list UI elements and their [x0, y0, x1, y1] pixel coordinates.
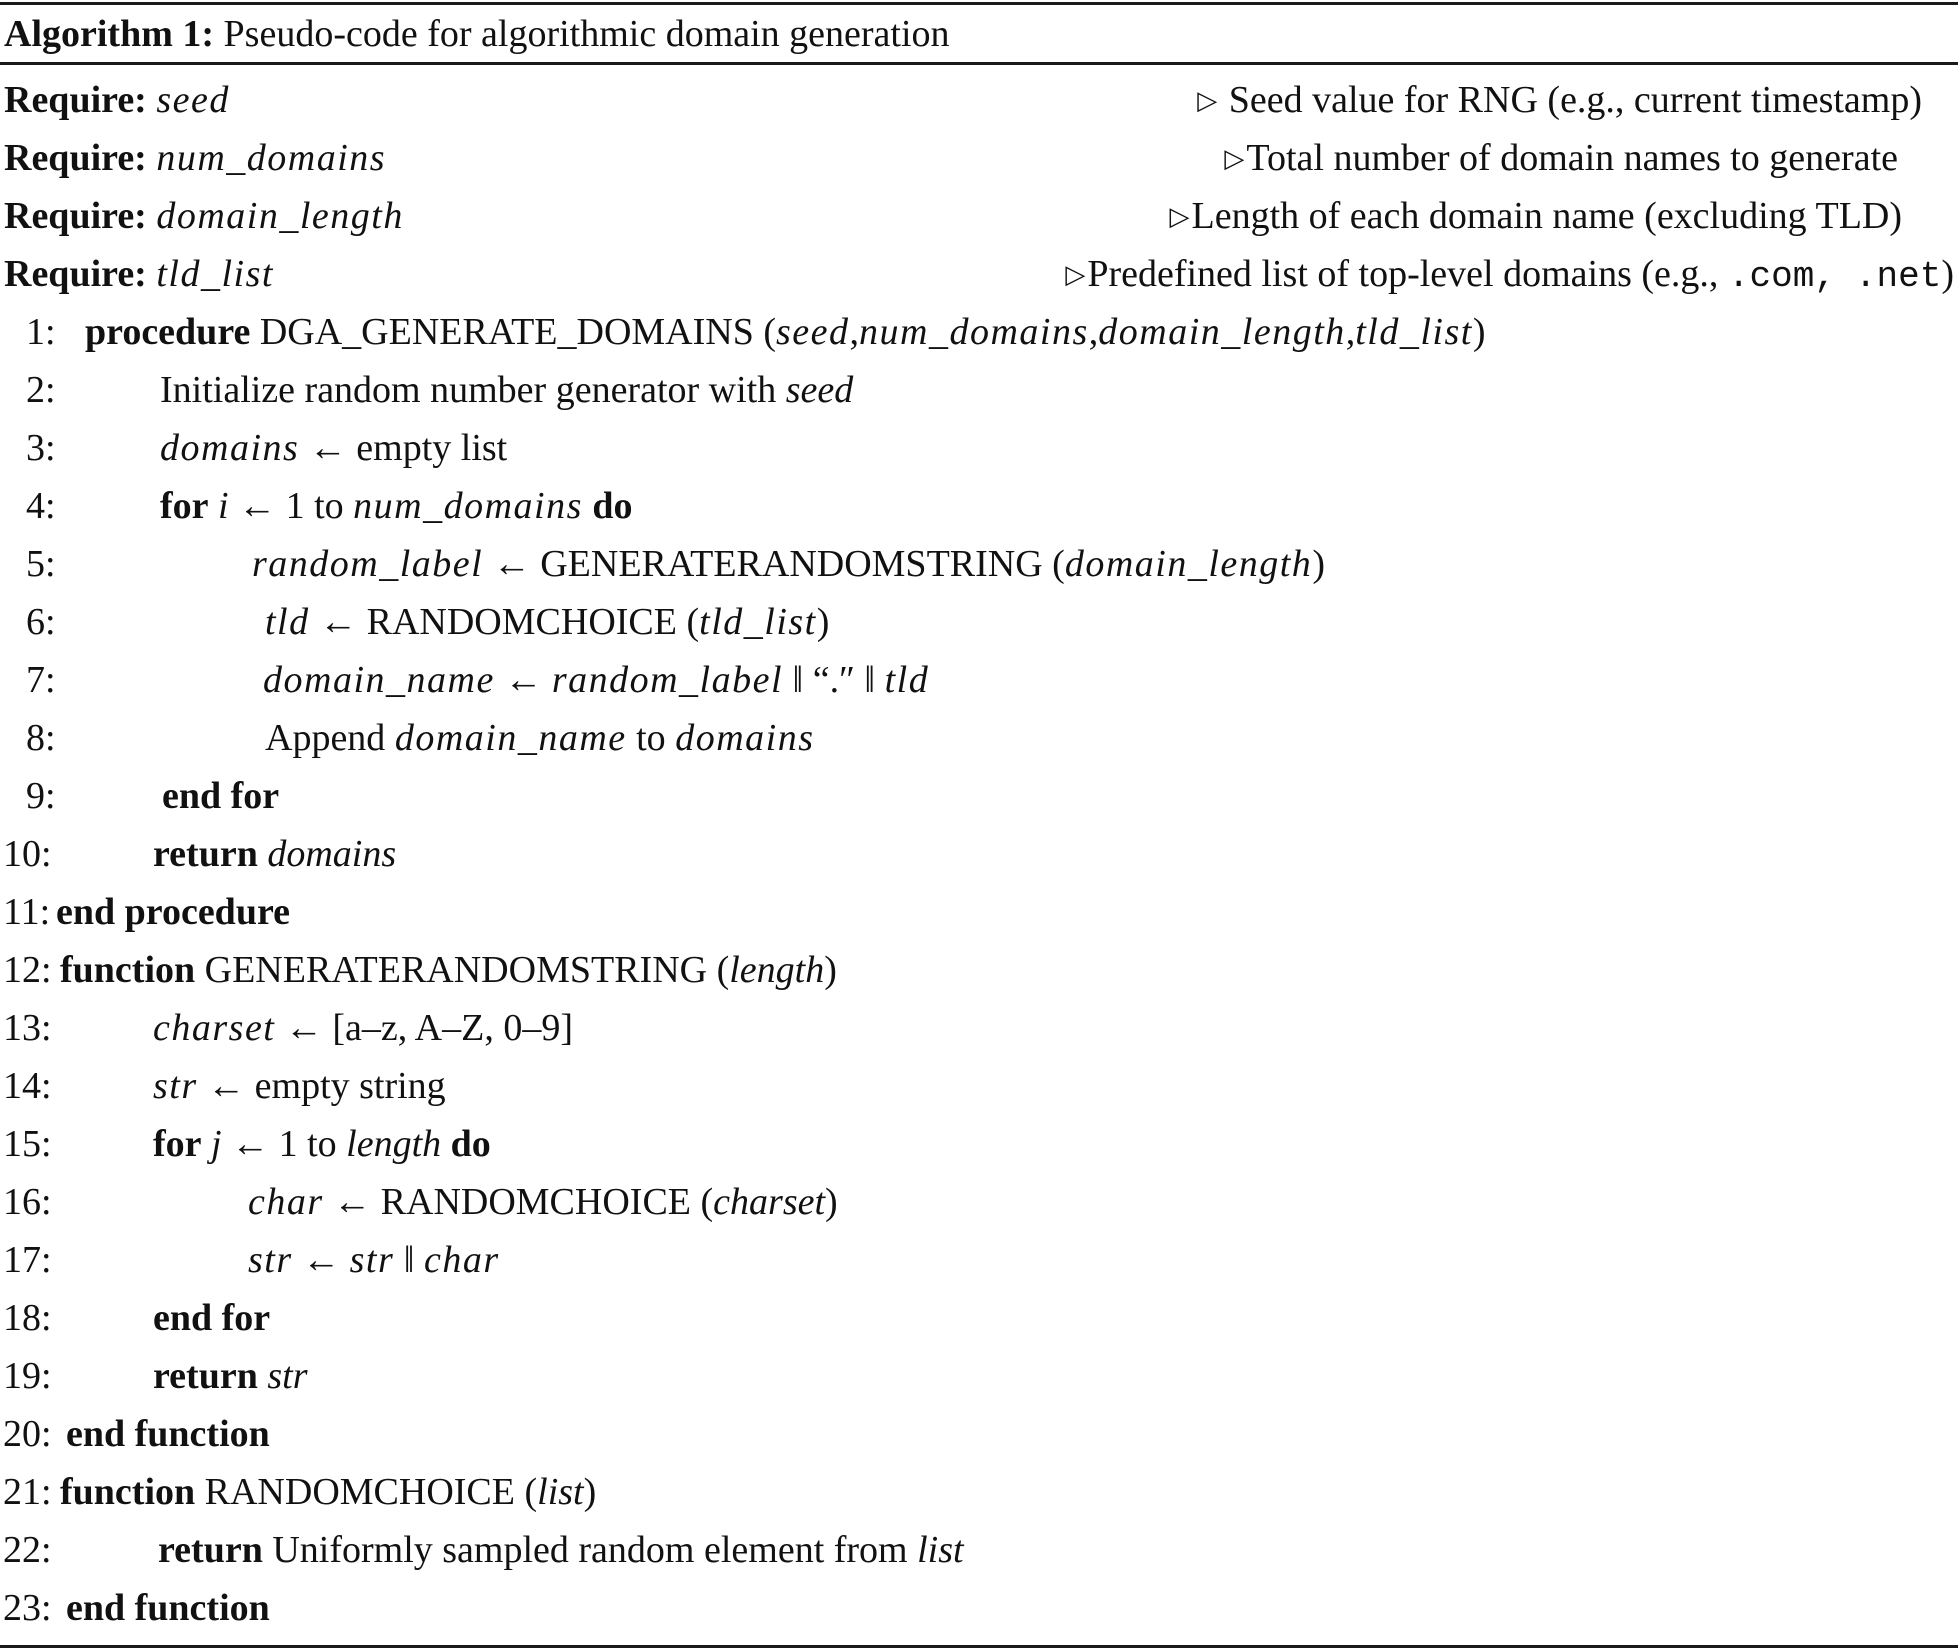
line-number: 3:: [26, 427, 56, 469]
var: num_domains: [353, 485, 583, 527]
algo-line-7: [0, 651, 1958, 709]
var: random_label: [551, 659, 784, 701]
concat-operator: ‖: [394, 1239, 424, 1281]
comment-text: ): [1941, 253, 1954, 295]
var: str: [349, 1239, 395, 1281]
require-seed: [0, 71, 1958, 129]
assign-arrow: ←: [309, 601, 367, 643]
assign-arrow: ←: [299, 427, 357, 469]
line-number: 10:: [3, 833, 52, 875]
comment-text: Predefined list of top-level domains (e.g.,: [1087, 253, 1728, 295]
keyword: end for: [153, 1297, 271, 1339]
algorithm-label: Algorithm 1:: [4, 13, 215, 55]
function-name: GENERATERANDOMSTRING: [204, 949, 708, 991]
function-call: RANDOMCHOICE: [366, 601, 677, 643]
algorithm-caption: [4, 8, 950, 60]
algo-line-5: [0, 535, 1958, 593]
require-var: num_domains: [156, 137, 387, 179]
var: tld: [884, 659, 930, 701]
require-keyword: Require:: [4, 253, 147, 295]
paren: ): [1472, 311, 1486, 353]
algo-line-21: [0, 1463, 1958, 1521]
line-number: 20:: [3, 1413, 52, 1455]
algo-line-16: [0, 1173, 1958, 1231]
function-call: RANDOMCHOICE: [380, 1181, 692, 1223]
param: num_domains: [859, 311, 1089, 353]
var: j: [211, 1123, 222, 1165]
keyword: return: [153, 833, 258, 875]
keyword: return: [153, 1355, 258, 1397]
paren: (: [676, 601, 700, 643]
concat-operator: ‖: [854, 659, 885, 701]
var: length: [346, 1123, 442, 1165]
algo-line-2: [0, 361, 1958, 419]
comment: [1197, 71, 1922, 133]
keyword: for: [153, 1123, 202, 1165]
comment-triangle-icon: ▷: [1065, 260, 1086, 289]
algo-line-1: [0, 303, 1958, 361]
algo-line-17: [0, 1231, 1958, 1289]
arg: tld_list: [699, 601, 817, 643]
algo-line-20: [0, 1405, 1958, 1463]
function-name: RANDOMCHOICE: [204, 1471, 515, 1513]
paren: ): [825, 1181, 838, 1223]
top-rule: [0, 2, 1958, 5]
require-keyword: Require:: [4, 195, 147, 237]
require-tld-list: [0, 245, 1958, 303]
procedure-name: DGA_GENERATE_DOMAINS: [259, 311, 754, 353]
algo-line-6: [0, 593, 1958, 651]
var: list: [917, 1529, 964, 1571]
text: to: [626, 717, 676, 759]
algo-line-23: [0, 1579, 1958, 1637]
assign-arrow: ←: [221, 1123, 279, 1165]
bottom-rule: [0, 1645, 1958, 1648]
keyword: function: [60, 1471, 196, 1513]
text: Append: [265, 717, 395, 759]
keyword: return: [158, 1529, 263, 1571]
var: domain_name: [263, 659, 495, 701]
string-literal: “.″: [812, 659, 855, 701]
text: empty string: [254, 1065, 446, 1107]
line-number: 14:: [3, 1065, 52, 1107]
paren: (: [691, 1181, 714, 1223]
algo-line-11: [0, 883, 1958, 941]
var: tld: [265, 601, 310, 643]
var: domains: [675, 717, 815, 759]
require-var: tld_list: [156, 253, 274, 295]
param: length: [729, 949, 825, 991]
line-number: 5:: [26, 543, 56, 585]
text: 1 to: [285, 485, 354, 527]
line-number: 23:: [3, 1587, 52, 1629]
assign-arrow: ←: [323, 1181, 381, 1223]
assign-arrow: ←: [197, 1065, 255, 1107]
require-keyword: Require:: [4, 79, 147, 121]
line-number: 7:: [26, 659, 56, 701]
keyword: do: [450, 1123, 491, 1165]
paren: ): [1312, 543, 1325, 585]
line-number: 22:: [3, 1529, 52, 1571]
algo-line-3: [0, 419, 1958, 477]
line-number: 4:: [26, 485, 56, 527]
arg: domain_length: [1064, 543, 1313, 585]
text: Initialize random number generator with: [160, 369, 786, 411]
var: charset: [153, 1007, 276, 1049]
require-var: domain_length: [156, 195, 404, 237]
var: str: [248, 1239, 293, 1281]
var: i: [218, 485, 229, 527]
line-number: 18:: [3, 1297, 52, 1339]
arg: charset: [713, 1181, 826, 1223]
comment: [1224, 129, 1898, 191]
var: random_label: [252, 543, 484, 585]
require-domain-length: [0, 187, 1958, 245]
algo-line-15: [0, 1115, 1958, 1173]
paren: (: [707, 949, 730, 991]
line-number: 21:: [3, 1471, 52, 1513]
var: str: [153, 1065, 198, 1107]
line-number: 6:: [26, 601, 56, 643]
keyword: end function: [66, 1587, 270, 1629]
concat-operator: ‖: [783, 659, 813, 701]
var: domains: [267, 833, 397, 875]
comment: [1065, 245, 1954, 307]
line-number: 9:: [26, 775, 56, 817]
sep: ,: [1345, 311, 1356, 353]
sep: ,: [1088, 311, 1099, 353]
line-number: 11:: [3, 891, 51, 933]
text: Uniformly sampled random element from: [262, 1529, 918, 1571]
paren: ): [816, 601, 830, 643]
param: tld_list: [1355, 311, 1473, 353]
var: domains: [160, 427, 300, 469]
keyword: end procedure: [56, 891, 290, 933]
text: [a–z, A–Z, 0–9]: [332, 1007, 573, 1049]
param: list: [537, 1471, 584, 1513]
line-number: 2:: [26, 369, 56, 411]
algo-line-14: [0, 1057, 1958, 1115]
comment: [1170, 187, 1903, 249]
text: empty list: [356, 427, 508, 469]
assign-arrow: ←: [483, 543, 541, 585]
assign-arrow: ←: [292, 1239, 350, 1281]
line-number: 1:: [26, 311, 56, 353]
text: 1 to: [278, 1123, 347, 1165]
line-number: 15:: [3, 1123, 52, 1165]
param: seed: [776, 311, 850, 353]
line-number: 17:: [3, 1239, 52, 1281]
algo-line-13: [0, 999, 1958, 1057]
keyword: do: [592, 485, 633, 527]
keyword: for: [160, 485, 209, 527]
assign-arrow: ←: [228, 485, 286, 527]
algo-line-4: [0, 477, 1958, 535]
algo-line-12: [0, 941, 1958, 999]
paren: (: [753, 311, 776, 353]
assign-arrow: ←: [275, 1007, 333, 1049]
keyword: end function: [66, 1413, 270, 1455]
paren: ): [583, 1471, 597, 1513]
paren: ): [824, 949, 837, 991]
comment-code: .com,: [1727, 256, 1836, 297]
algo-line-22: [0, 1521, 1958, 1579]
paren: (: [515, 1471, 538, 1513]
comment-text: Seed value for RNG (e.g., current timestamp): [1228, 79, 1922, 121]
var: domain_name: [394, 717, 627, 759]
algorithm-caption-text: Pseudo-code for algorithmic domain generation: [223, 13, 950, 55]
algo-line-19: [0, 1347, 1958, 1405]
comment-text: Length of each domain name (excluding TLD): [1191, 195, 1902, 237]
var: char: [423, 1239, 500, 1281]
comment-text: Total number of domain names to generate: [1246, 137, 1898, 179]
algo-line-9: [0, 767, 1958, 825]
param: domain_length: [1098, 311, 1346, 353]
line-number: 16:: [3, 1181, 52, 1223]
algo-line-8: [0, 709, 1958, 767]
algo-line-18: [0, 1289, 1958, 1347]
algo-line-10: [0, 825, 1958, 883]
comment-triangle-icon: ▷: [1169, 202, 1190, 231]
comment-triangle-icon: ▷: [1224, 144, 1245, 173]
line-number: 13:: [3, 1007, 52, 1049]
comment-triangle-icon: ▷: [1197, 86, 1218, 115]
var: seed: [785, 369, 854, 411]
var: char: [248, 1181, 324, 1223]
line-number: 19:: [3, 1355, 52, 1397]
keyword: function: [60, 949, 196, 991]
line-number: 12:: [3, 949, 52, 991]
sep: ,: [849, 311, 860, 353]
comment-code: .net: [1854, 256, 1942, 297]
require-keyword: Require:: [4, 137, 147, 179]
var: str: [267, 1355, 308, 1397]
assign-arrow: ←: [494, 659, 552, 701]
paren: (: [1042, 543, 1065, 585]
keyword: end for: [162, 775, 280, 817]
require-var: seed: [156, 79, 230, 121]
function-call: GENERATERANDOMSTRING: [540, 543, 1043, 585]
keyword: procedure: [85, 311, 251, 353]
line-number: 8:: [26, 717, 56, 759]
require-num-domains: [0, 129, 1958, 187]
header-rule: [0, 62, 1958, 65]
